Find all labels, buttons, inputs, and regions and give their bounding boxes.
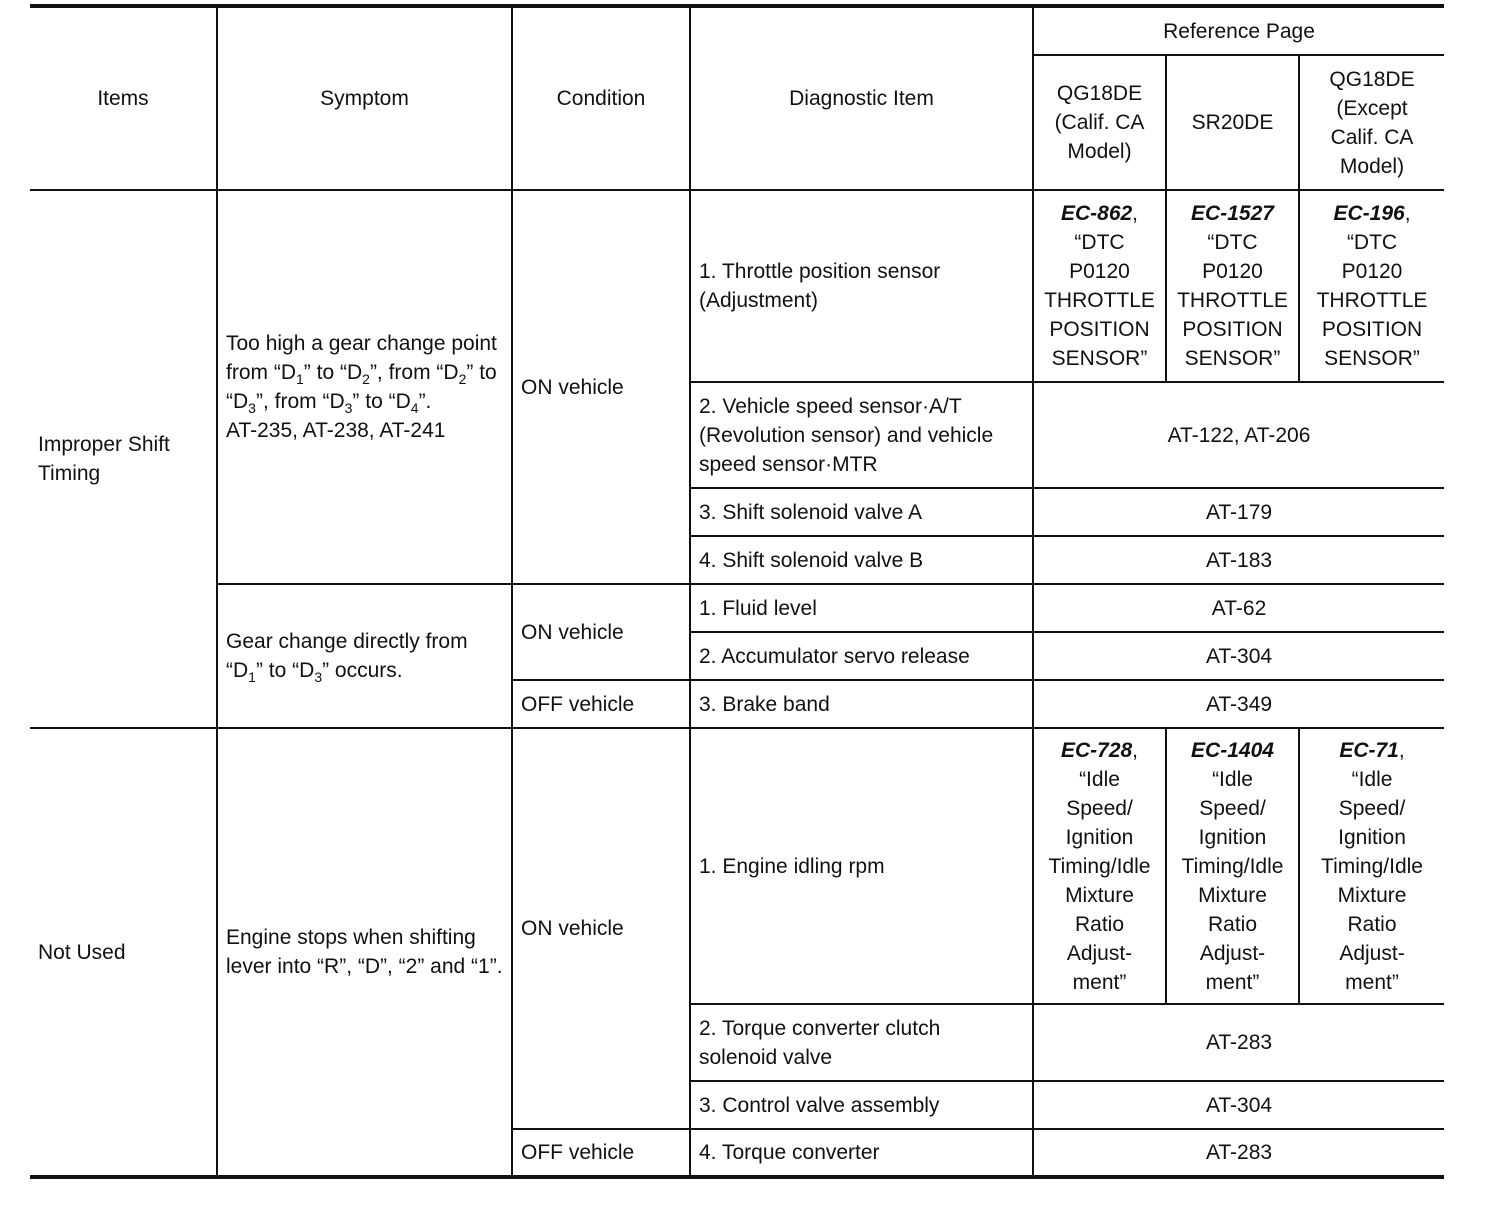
header-reference-page: Reference Page: [1033, 6, 1444, 55]
header-symptom: Symptom: [217, 6, 512, 190]
ref-sr20de-a1: EC-1527 “DTC P0120 THROTTLE POSITION SENSOR”: [1166, 190, 1299, 382]
diag-accumulator-servo: 2. Accumulator servo release: [690, 632, 1033, 680]
condition-off-vehicle: OFF vehicle: [512, 1129, 690, 1177]
item-improper-shift-timing: Improper Shift Timing: [30, 190, 217, 728]
header-items: Items: [30, 6, 217, 190]
ref-b2: AT-304: [1033, 632, 1444, 680]
ref-sr20de-1: EC-1404 “Idle Speed/ Ignition Timing/Idle Mixture Ratio Adjust- ment”: [1166, 728, 1299, 1004]
diag-torque-converter: 4. Torque converter: [690, 1129, 1033, 1177]
ref-b1: AT-62: [1033, 584, 1444, 632]
diag-brake-band: 3. Brake band: [690, 680, 1033, 728]
ref-a2: AT-122, AT-206: [1033, 382, 1444, 488]
ref-a4: AT-183: [1033, 536, 1444, 584]
symptom-direct-gear-change: Gear change directly from “$D_1$” to “$D_3$” occurs.: [217, 584, 512, 728]
diag-shift-solenoid-b: 4. Shift solenoid valve B: [690, 536, 1033, 584]
ref-2: AT-283: [1033, 1004, 1444, 1081]
header-diagnostic-item: Diagnostic Item: [690, 6, 1033, 190]
diag-shift-solenoid-a: 3. Shift solenoid valve A: [690, 488, 1033, 536]
condition-on-vehicle: ON vehicle: [512, 190, 690, 584]
condition-off-vehicle: OFF vehicle: [512, 680, 690, 728]
diag-fluid-level: 1. Fluid level: [690, 584, 1033, 632]
ref-b3: AT-349: [1033, 680, 1444, 728]
diag-control-valve-assembly: 3. Control valve assembly: [690, 1081, 1033, 1129]
header-condition: Condition: [512, 6, 690, 190]
diag-throttle-position-sensor: 1. Throttle position sensor (Adjustment): [690, 190, 1033, 382]
symptom-gear-change-point: Too high a gear change point from “$D_1$” to “$D_2$”, from “$D_2$” to “$D_3$”, from “$D_3$” to “$D_4$”. AT-235, AT-238, AT-241: [217, 190, 512, 584]
ref-3: AT-304: [1033, 1081, 1444, 1129]
ref-qg18de-calif-1: EC-728, “Idle Speed/ Ignition Timing/Idle Mixture Ratio Adjust- ment”: [1033, 728, 1166, 1004]
diag-torque-converter-clutch: 2. Torque converter clutch solenoid valve: [690, 1004, 1033, 1081]
header-col-qg18de-except: QG18DE (Except Calif. CA Model): [1299, 55, 1444, 190]
header-col-sr20de: SR20DE: [1166, 55, 1299, 190]
table-row: [30, 728, 1444, 1004]
ref-qg18de-calif-a1: EC-862, “DTC P0120 THROTTLE POSITION SENSOR”: [1033, 190, 1166, 382]
symptom-engine-stops: Engine stops when shifting lever into “R”, “D”, “2” and “1”.: [217, 728, 512, 1177]
ref-qg18de-except-1: EC-71, “Idle Speed/ Ignition Timing/Idle Mixture Ratio Adjust- ment”: [1299, 728, 1444, 1004]
symptom-refs: AT-235, AT-238, AT-241: [226, 419, 446, 442]
ref-a3: AT-179: [1033, 488, 1444, 536]
header-col-qg18de-calif: QG18DE (Calif. CA Model): [1033, 55, 1166, 190]
item-not-used: Not Used: [30, 728, 217, 1177]
condition-on-vehicle: ON vehicle: [512, 584, 690, 680]
diag-engine-idling-rpm: 1. Engine idling rpm: [690, 728, 1033, 1004]
table-row: [30, 584, 1444, 632]
ref-qg18de-except-a1: EC-196, “DTC P0120 THROTTLE POSITION SENSOR”: [1299, 190, 1444, 382]
ref-4: AT-283: [1033, 1129, 1444, 1177]
table-row: [30, 190, 1444, 382]
diag-vehicle-speed-sensor: 2. Vehicle speed sensor·A/T (Revolution sensor) and vehicle speed sensor·MTR: [690, 382, 1033, 488]
condition-on-vehicle: ON vehicle: [512, 728, 690, 1129]
diagnostic-table: [30, 4, 1444, 1179]
